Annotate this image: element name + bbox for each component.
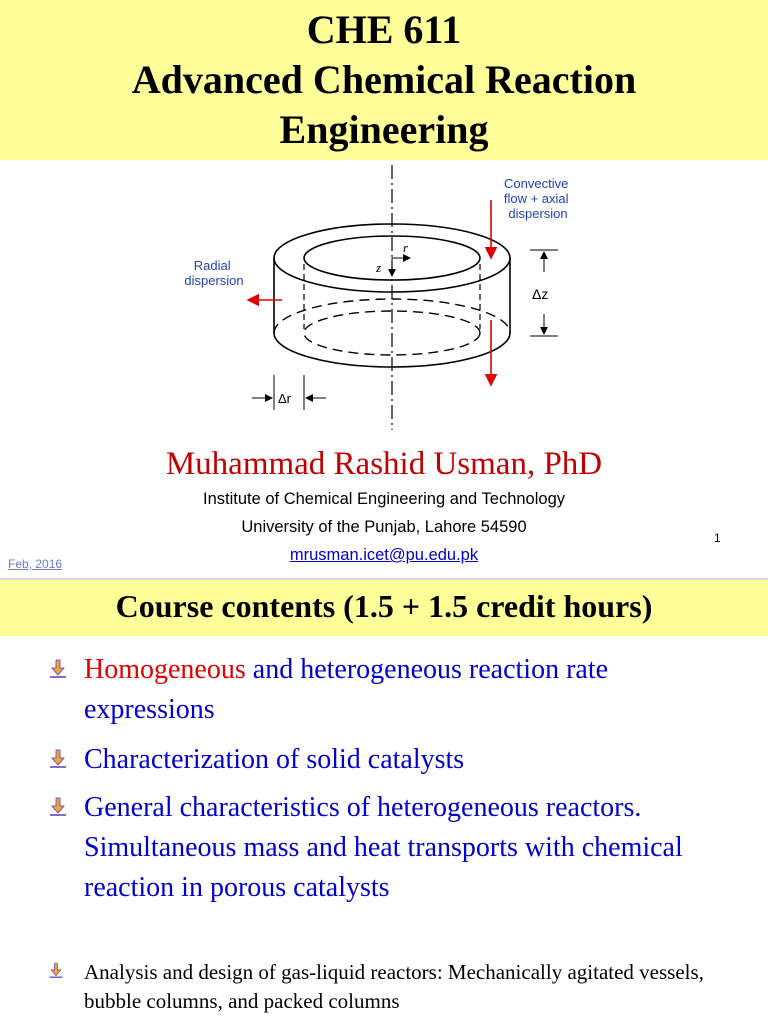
label-z: z — [376, 260, 382, 275]
slide-2-title: Course contents (1.5 + 1.5 credit hours) — [115, 588, 653, 624]
reactor-annulus-diagram — [178, 160, 590, 435]
email-link[interactable]: mrusman.icet@pu.edu.pk — [289, 546, 479, 564]
label-r: r — [403, 240, 409, 255]
bullet-text-3: General characteristics of heterogeneous reactors. Simultaneous mass and heat transports with chemical reaction in porous catalysts — [84, 792, 683, 903]
bullet-highlight: Homogeneous — [84, 654, 246, 685]
author-name: Muhammad Rashid Usman, PhD — [165, 446, 603, 482]
arrow-down-bullet-icon — [48, 962, 64, 978]
course-title-line-1: Advanced Chemical Reaction — [131, 57, 637, 102]
arrow-down-bullet-icon — [48, 658, 68, 678]
label-delta-z: Δz — [532, 286, 549, 302]
label-convective: Convective flow + axial dispersion — [503, 176, 569, 221]
course-title-line-2: Engineering — [279, 107, 489, 152]
bullet-text-1: Homogeneous and heterogeneous reaction rate expressions — [84, 654, 609, 725]
label-radial: Radial dispersion — [184, 258, 244, 288]
course-code: CHE 611 — [306, 7, 462, 52]
arrow-down-bullet-icon — [48, 796, 68, 816]
bullet-text-2: Characterization of solid catalysts — [84, 744, 465, 775]
label-delta-r: Δr — [278, 391, 292, 406]
university: University of the Punjab, Lahore 54590 — [241, 518, 527, 536]
institute: Institute of Chemical Engineering and Technology — [202, 490, 565, 508]
bullet-text-4: Analysis and design of gas-liquid reactors: Mechanically agitated vessels, bubble columns, and packed columns — [84, 960, 704, 1013]
page-number: 1 — [714, 531, 721, 545]
arrow-down-bullet-icon — [48, 748, 68, 768]
date-link[interactable]: Feb, 2016 — [8, 557, 63, 571]
